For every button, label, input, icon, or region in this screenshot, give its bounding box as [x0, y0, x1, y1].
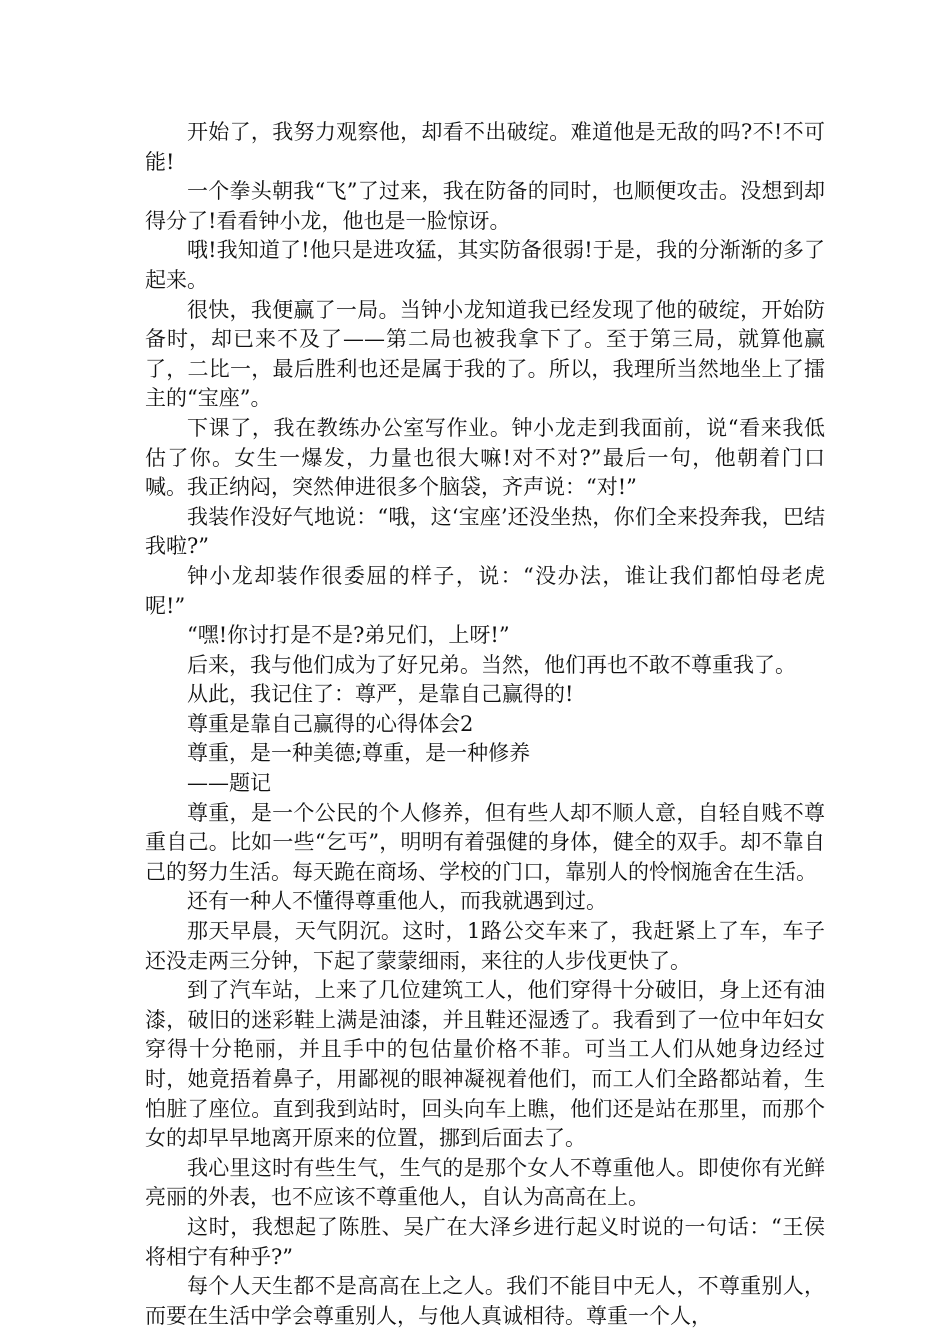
- paragraph-18: 我心里这时有些生气，生气的是那个女人不尊重他人。即使你有光鲜亮丽的外表，也不应该不尊重他人，自认为高高在上。: [145, 1155, 825, 1210]
- paragraph-15: 还有一种人不懂得尊重他人，而我就遇到过。: [187, 889, 607, 914]
- paragraph-8: “嘿!你讨打是不是?弟兄们，上呀!”: [187, 623, 510, 648]
- paragraph-7: 钟小龙却装作很委屈的样子，说：“没办法，谁让我们都怕母老虎呢!”: [145, 563, 825, 618]
- paragraph-3: 哦!我知道了!他只是进攻猛，其实防备很弱!于是，我的分渐渐的多了起来。: [145, 238, 825, 292]
- epigraph-line: 尊重，是一种美德;尊重，是一种修养: [187, 741, 531, 766]
- document-page: [145, 118, 825, 1331]
- paragraph-19: 这时，我想起了陈胜、吴广在大泽乡进行起义时说的一句话：“王侯将相宁有种乎?”: [145, 1214, 825, 1269]
- paragraph-2: 一个拳头朝我“飞”了过来，我在防备的同时，也顺便攻击。没想到却得分了!看看钟小龙，他也是一脸惊讶。: [145, 179, 825, 233]
- paragraph-4: 很快，我便赢了一局。当钟小龙知道我已经发现了他的破绽，开始防备时，却已来不及了——第二局也被我拿下了。至于第三局，就算他赢了，二比一，最后胜利也还是属于我的了。所以，我理所当然地坐上了擂主的“宝座”。: [145, 297, 825, 411]
- essay-heading: 尊重是靠自己赢得的心得体会2: [187, 711, 474, 736]
- epigraph-attribution: ——题记: [187, 771, 271, 796]
- paragraph-6: 我装作没好气地说：“哦，这‘宝座’还没坐热，你们全来投奔我，巴结我啦?”: [145, 504, 825, 559]
- paragraph-17: 到了汽车站，上来了几位建筑工人，他们穿得十分破旧，身上还有油漆，破旧的迷彩鞋上满是油漆，并且鞋还湿透了。我看到了一位中年妇女穿得十分艳丽，并且手中的包估量价格不菲。可当工人们从她身边经过时，她竟捂着鼻子，用鄙视的眼神凝视着他们，而工人们全路都站着，生怕脏了座位。直到我到站时，回头向车上瞧，他们还是站在那里，而那个女的却早早地离开原来的位置，挪到后面去了。: [145, 978, 825, 1151]
- paragraph-10: 从此，我记住了：尊严，是靠自己赢得的!: [187, 682, 574, 707]
- paragraph-9: 后来，我与他们成为了好兄弟。当然，他们再也不敢不尊重我了。: [187, 652, 796, 677]
- paragraph-1: 开始了，我努力观察他，却看不出破绽。难道他是无敌的吗?不!不可能!: [145, 120, 825, 174]
- paragraph-14: 尊重，是一个公民的个人修养，但有些人却不顺人意，自轻自贱不尊重自己。比如一些“乞丐”，明明有着强健的身体，健全的双手。却不靠自己的努力生活。每天跪在商场、学校的门口，靠别人的怜悯施舍在生活。: [145, 800, 825, 884]
- paragraph-16: 那天早晨，天气阴沉。这时，1路公交车来了，我赶紧上了车，车子还没走两三分钟，下起了蒙蒙细雨，来往的人步伐更快了。: [145, 919, 825, 973]
- paragraph-20: 每个人天生都不是高高在上之人。我们不能目中无人，不尊重别人，而要在生活中学会尊重别人，与他人真诚相待。尊重一个人，: [145, 1274, 825, 1328]
- paragraph-5: 下课了，我在教练办公室写作业。钟小龙走到我面前，说“看来我低估了你。女生一爆发，力量也很大嘛!对不对?”最后一句，他朝着门口喊。我正纳闷，突然伸进很多个脑袋，齐声说：“对!”: [145, 415, 825, 500]
